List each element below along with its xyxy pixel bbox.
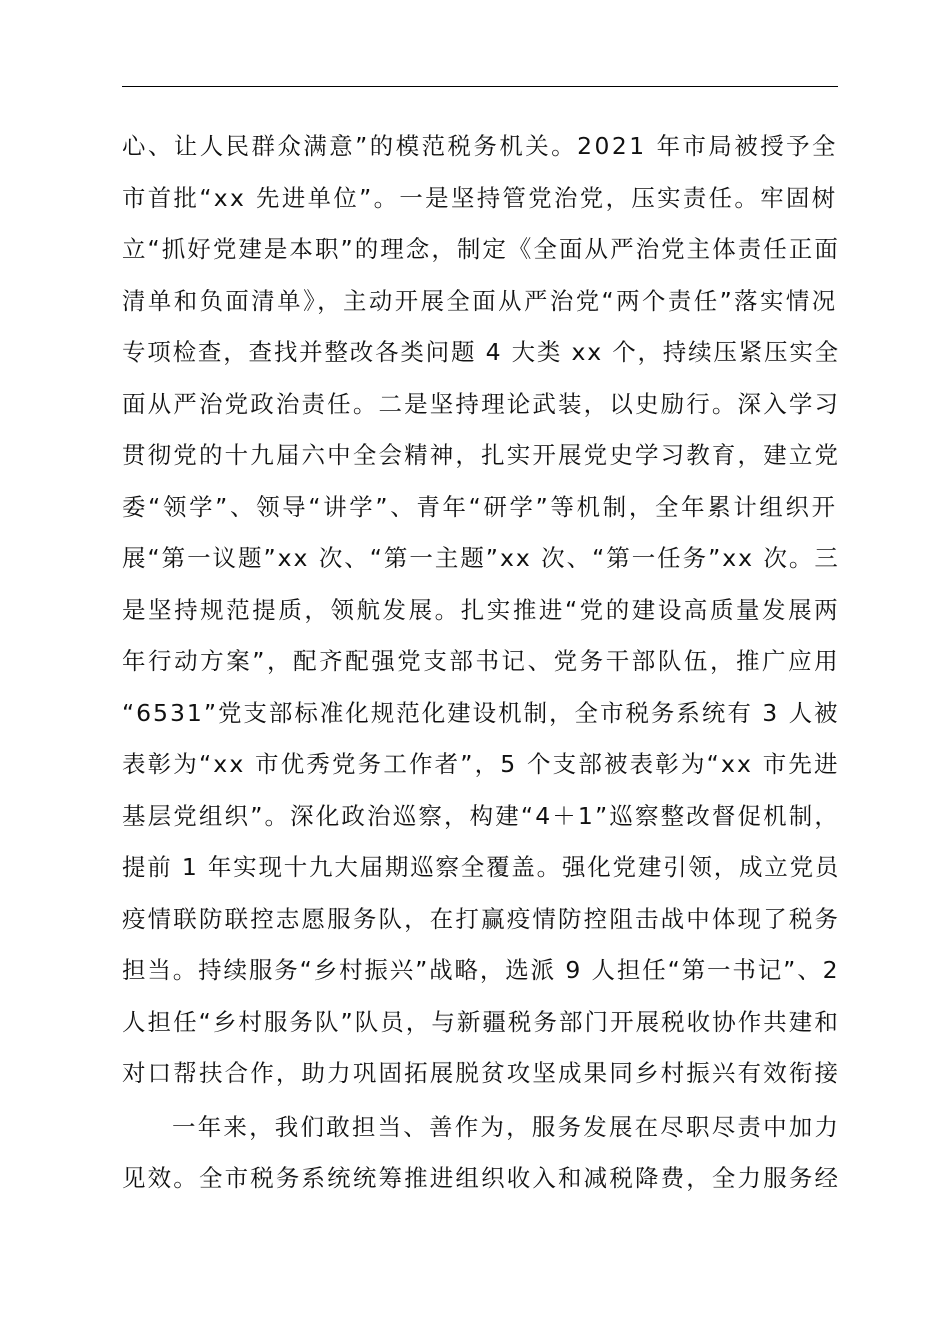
paragraph-line: 对口帮扶合作，助力巩固拓展脱贫攻坚成果同乡村振兴有效衔接 [122, 1059, 841, 1087]
paragraph-line: 疫情联防联控志愿服务队，在打赢疫情防控阻击战中体现了税务 [122, 905, 841, 933]
paragraph-line: 见效。全市税务系统统筹推进组织收入和减税降费，全力服务经 [122, 1164, 841, 1192]
paragraph-line: 心、让人民群众满意”的模范税务机关。2021 年市局被授予全 [122, 132, 838, 160]
paragraph-line: 清单和负面清单》，主动开展全面从严治党“两个责任”落实情况 [122, 287, 838, 315]
paragraph-line: 贯彻党的十九届六中全会精神，扎实开展党史学习教育，建立党 [122, 441, 841, 469]
paragraph-line: 人担任“乡村服务队”队员，与新疆税务部门开展税收协作共建和 [122, 1008, 840, 1036]
header-rule [122, 86, 838, 87]
paragraph-line: 展“第一议题”xx 次、“第一主题”xx 次、“第一任务”xx 次。三 [122, 544, 840, 572]
paragraph-line: 面从严治党政治责任。二是坚持理论武装，以史励行。深入学习 [122, 390, 841, 418]
paragraph-line-indented: 一年来，我们敢担当、善作为，服务发展在尽职尽责中加力 [172, 1113, 841, 1141]
paragraph-line: 年行动方案”，配齐配强党支部书记、党务干部队伍，推广应用 [122, 647, 841, 675]
paragraph-line: 立“抓好党建是本职”的理念，制定《全面从严治党主体责任正面 [122, 235, 840, 263]
paragraph-line: 基层党组织”。深化政治巡察，构建“4＋1”巡察整改督促机制， [122, 802, 841, 830]
paragraph-line: “6531”党支部标准化规范化建设机制，全市税务系统有 3 人被 [122, 699, 840, 727]
paragraph-line: 市首批“xx 先进单位”。一是坚持管党治党，压实责任。牢固树 [122, 184, 838, 212]
paragraph-line: 是坚持规范提质，领航发展。扎实推进“党的建设高质量发展两 [122, 596, 841, 624]
paragraph-line: 委“领学”、领导“讲学”、青年“研学”等机制，全年累计组织开 [122, 493, 838, 521]
paragraph-line: 担当。持续服务“乡村振兴”战略，选派 9 人担任“第一书记”、2 [122, 956, 840, 984]
paragraph-line: 表彰为“xx 市优秀党务工作者”，5 个支部被表彰为“xx 市先进 [122, 750, 840, 778]
paragraph-line: 专项检查，查找并整改各类问题 4 大类 xx 个，持续压紧压实全 [122, 338, 840, 366]
paragraph-line: 提前 1 年实现十九大届期巡察全覆盖。强化党建引领，成立党员 [122, 853, 841, 881]
